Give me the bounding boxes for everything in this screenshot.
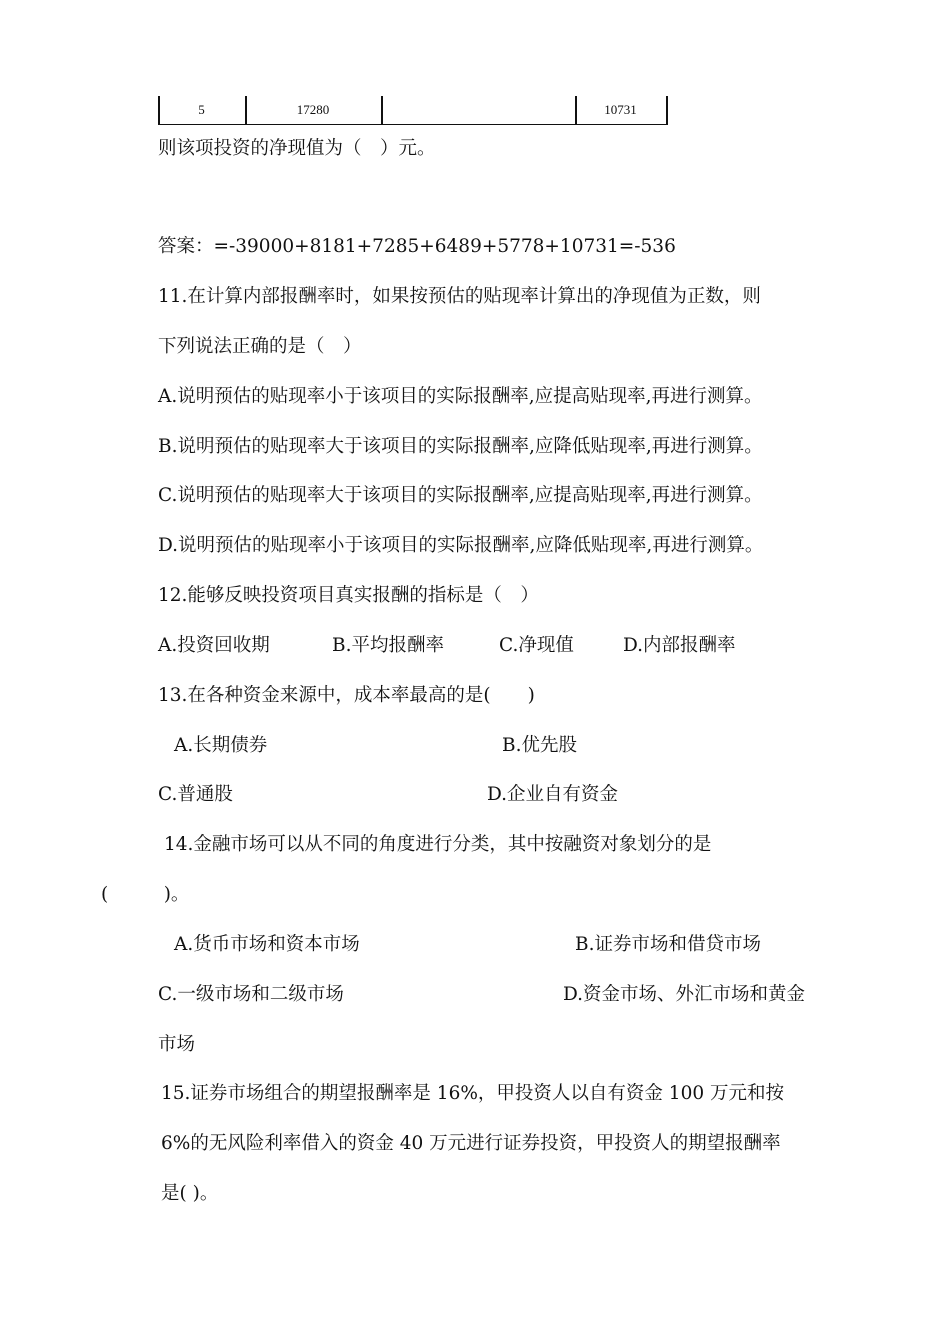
option-11-b: B.说明预估的贴现率大于该项目的实际报酬率,应降低贴现率,再进行测算。 (158, 436, 763, 457)
question-12: 12.能够反映投资项目真实报酬的指标是（ ） (158, 585, 539, 606)
question-14: 14.金融市场可以从不同的角度进行分类，其中按融资对象划分的是 (164, 834, 712, 855)
option-12-a: A.投资回收期 (158, 635, 270, 656)
option-13-a: A.长期债券 (174, 735, 268, 756)
question-13: 13.在各种资金来源中，成本率最高的是( ) (158, 685, 535, 706)
table-cell-pv: 10731 (604, 102, 637, 117)
table-cell-cashflow: 17280 (296, 102, 330, 117)
question-11-cont: 下列说法正确的是（ ） (158, 336, 362, 357)
option-14-a: A.货币市场和资本市场 (174, 934, 360, 955)
table-border (158, 124, 668, 126)
option-11-d: D.说明预估的贴现率小于该项目的实际报酬率,应降低贴现率,再进行测算。 (158, 535, 764, 556)
option-13-c: C.普通股 (158, 784, 233, 805)
option-14-c: C.一级市场和二级市场 (158, 984, 344, 1005)
option-12-b: B.平均报酬率 (332, 635, 444, 656)
option-12-d: D.内部报酬率 (623, 635, 736, 656)
question-11: 11.在计算内部报酬率时，如果按预估的贴现率计算出的净现值为正数，则 (158, 286, 761, 307)
question-15: 15.证券市场组合的期望报酬率是 16%，甲投资人以自有资金 100 万元和按 (161, 1083, 784, 1104)
option-14-d: D.资金市场、外汇市场和黄金 (563, 984, 806, 1005)
question-15-end: 是( )。 (161, 1183, 219, 1204)
option-14-b: B.证券市场和借贷市场 (575, 934, 761, 955)
table-border (381, 96, 383, 125)
option-13-d: D.企业自有资金 (487, 784, 619, 805)
answer-text: 答案：=-39000+8181+7285+6489+5778+10731=-536 (158, 236, 676, 257)
option-14-d-cont: 市场 (158, 1034, 196, 1055)
option-11-c: C.说明预估的贴现率大于该项目的实际报酬率,应提高贴现率,再进行测算。 (158, 485, 763, 506)
data-table-row (158, 96, 668, 125)
question-14-cont: ( )。 (101, 884, 190, 905)
table-border (666, 96, 668, 125)
option-11-a: A.说明预估的贴现率小于该项目的实际报酬率,应提高贴现率,再进行测算。 (158, 386, 763, 407)
option-13-b: B.优先股 (502, 735, 577, 756)
question-15-cont: 6%的无风险利率借入的资金 40 万元进行证券投资，甲投资人的期望报酬率 (161, 1133, 781, 1154)
question-text: 则该项投资的净现值为（ ）元。 (158, 138, 436, 159)
option-12-c: C.净现值 (499, 635, 574, 656)
table-cell-year: 5 (198, 102, 205, 117)
